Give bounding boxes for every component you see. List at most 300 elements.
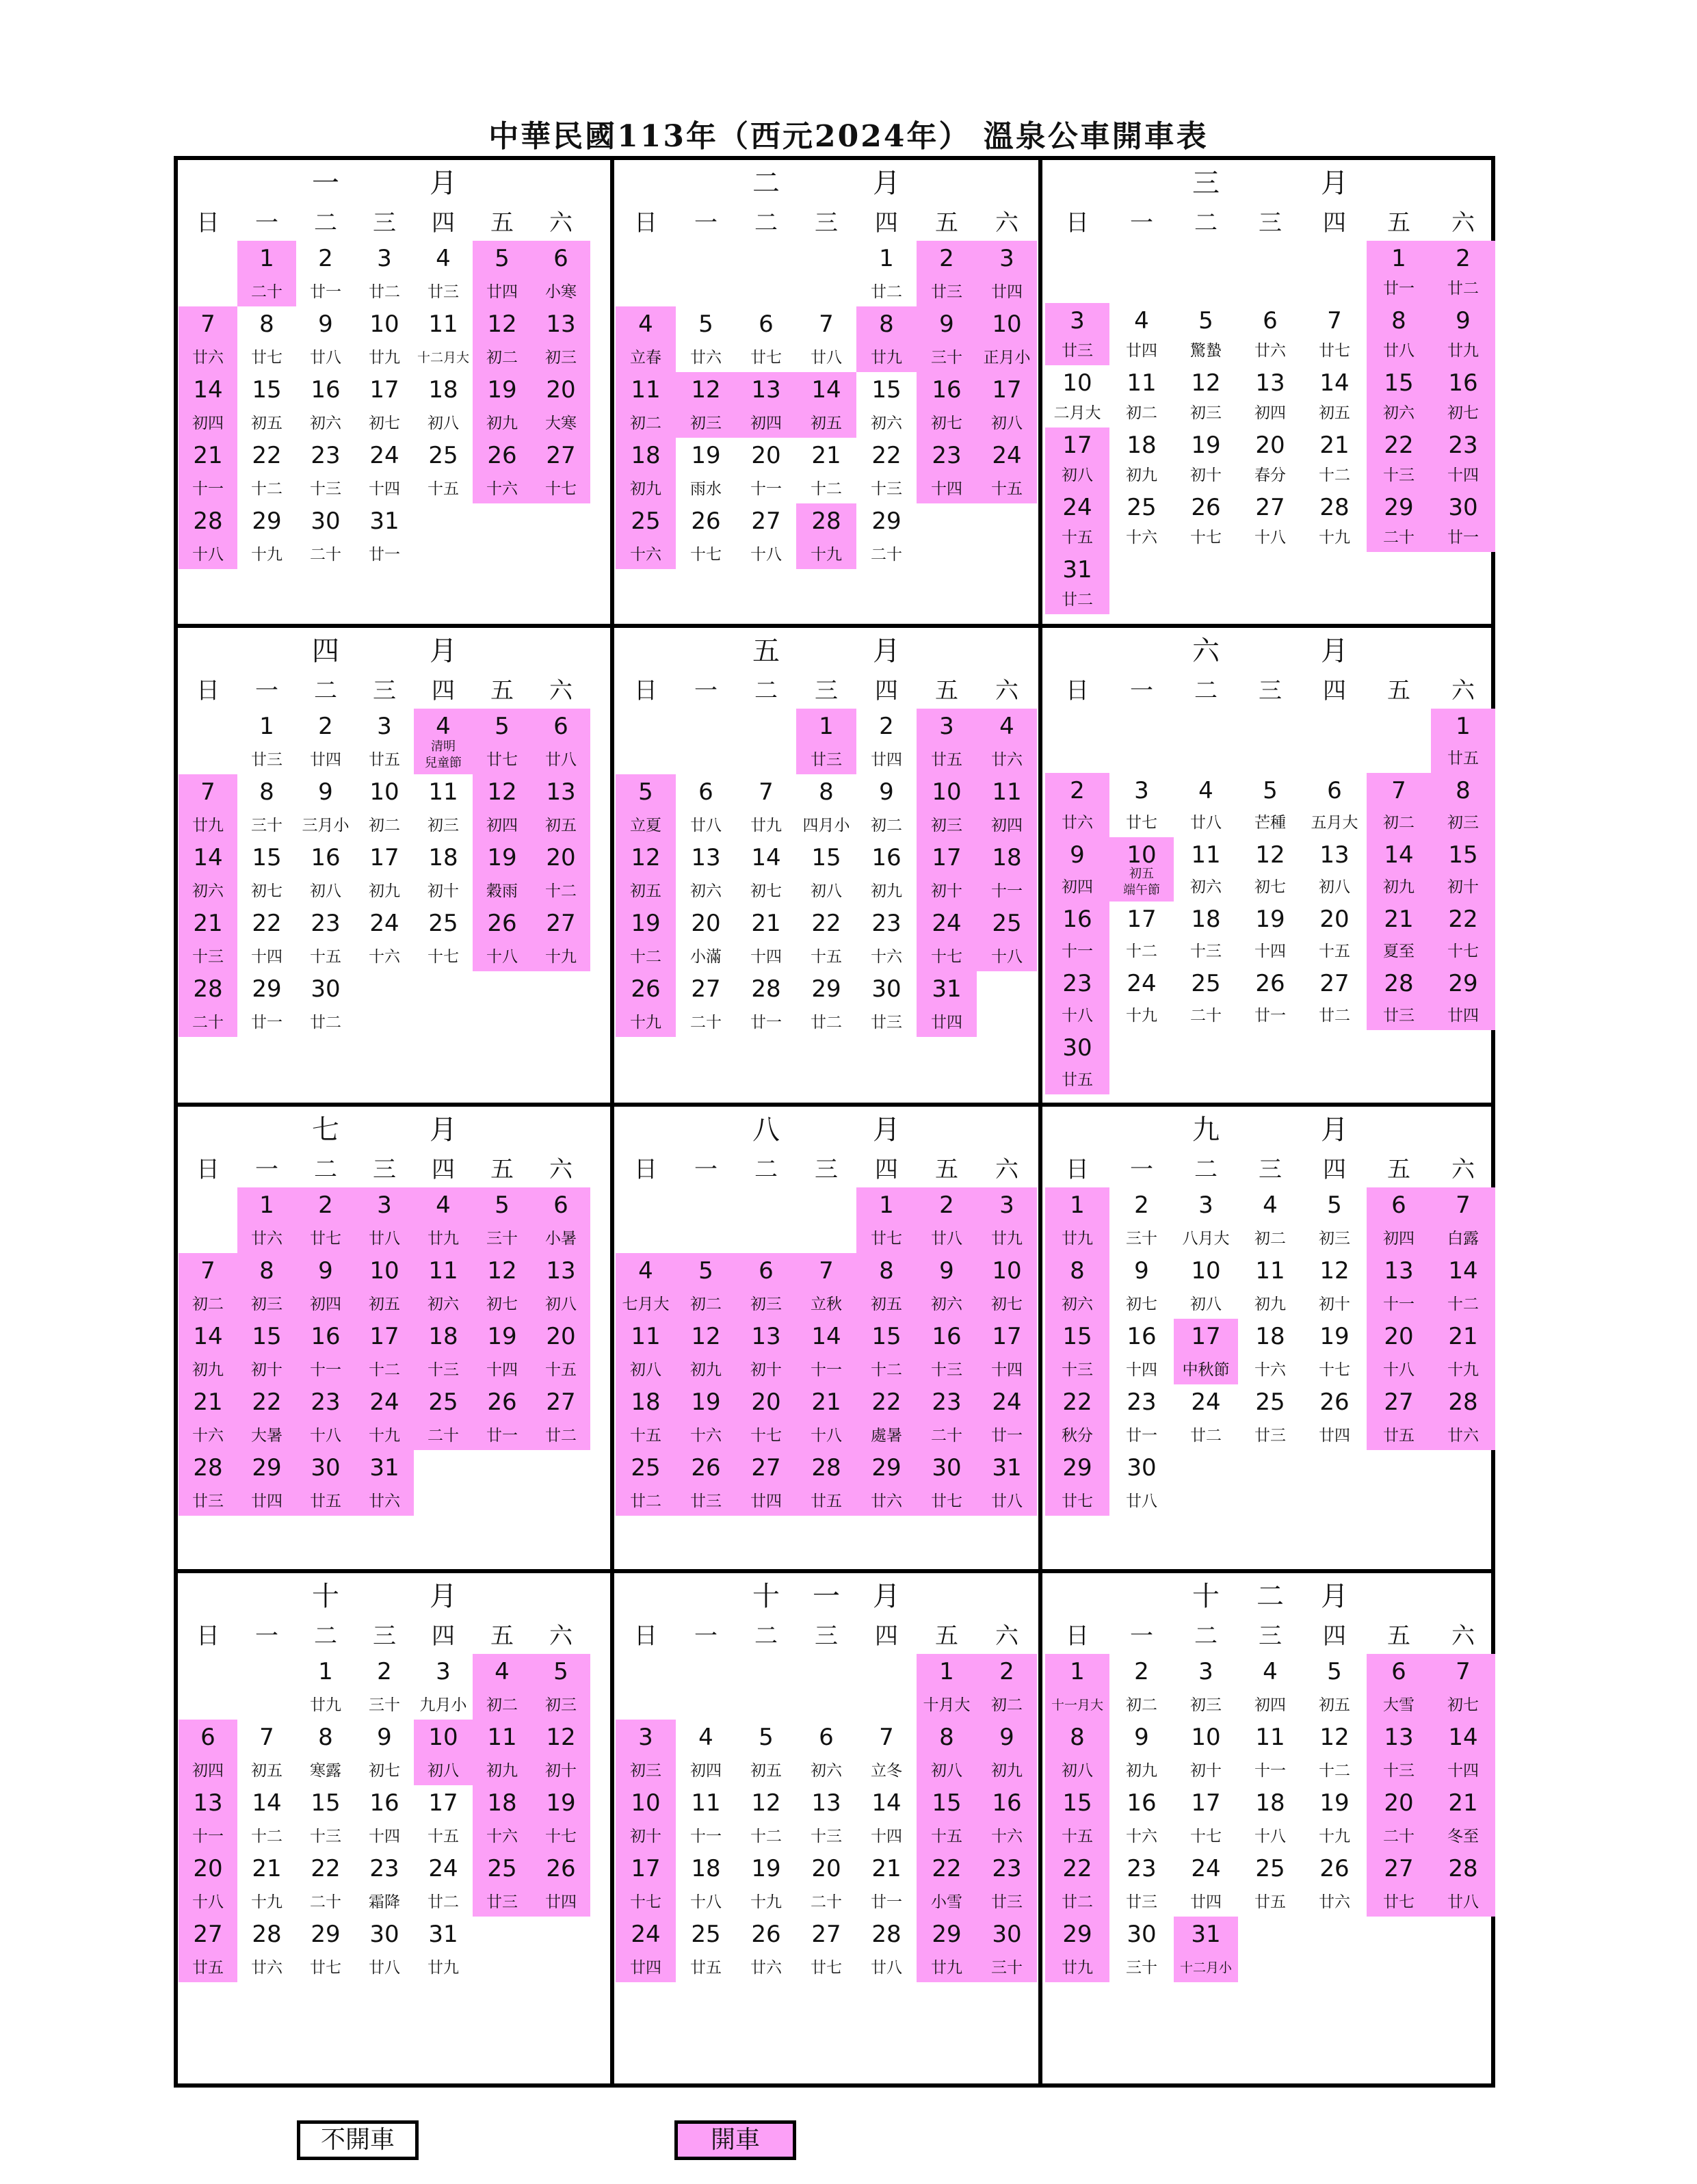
weekday-header: 一 [1130, 209, 1153, 237]
day-cell-running [917, 241, 977, 306]
lunar-date: 十七 [690, 546, 722, 564]
day-cell [1174, 1654, 1238, 1720]
day-number: 16 [1062, 906, 1092, 933]
day-number: 25 [487, 1855, 517, 1882]
lunar-date: 初七 [251, 882, 282, 900]
day-number: 14 [811, 1323, 841, 1350]
weekday-header: 日 [634, 209, 657, 237]
day-number: 20 [1319, 906, 1350, 933]
lunar-date: 立夏 [630, 817, 661, 834]
day-number: 11 [1255, 1257, 1285, 1285]
day-cell [414, 906, 473, 971]
day-number: 4 [436, 713, 451, 740]
lunar-date: 立秋 [811, 1295, 842, 1313]
day-cell-running [1045, 837, 1109, 902]
day-number: 2 [1134, 1658, 1149, 1685]
day-number: 27 [691, 975, 721, 1003]
day-cell [736, 774, 796, 840]
day-number: 17 [1191, 1789, 1221, 1817]
day-cell [1238, 773, 1302, 837]
day-cell-running [1431, 966, 1495, 1030]
lunar-date: 廿五 [1062, 1071, 1093, 1089]
lunar-date: 大暑 [251, 1427, 282, 1445]
lunar-date: 十八 [192, 1893, 224, 1911]
lunar-date: 廿八 [991, 1492, 1023, 1510]
day-cell [1174, 1851, 1238, 1917]
lunar-date: 廿三 [1254, 1427, 1286, 1445]
lunar-date: 廿二 [871, 283, 902, 301]
day-number: 12 [1319, 1257, 1350, 1285]
day-number: 26 [1319, 1855, 1350, 1882]
day-cell-running [1431, 1384, 1495, 1450]
lunar-date: 廿二 [630, 1492, 661, 1510]
lunar-date: 十六 [690, 1427, 722, 1445]
day-number: 5 [1327, 1192, 1342, 1219]
month-3 [1042, 160, 1487, 624]
day-cell-running [531, 840, 590, 906]
day-number: 12 [487, 778, 517, 806]
weekday-header: 三 [1259, 1622, 1282, 1650]
day-number: 11 [428, 1257, 458, 1285]
weekday-header: 四 [875, 1622, 898, 1650]
lunar-date: 廿四 [545, 1893, 577, 1911]
lunar-date: 三十 [369, 1696, 400, 1714]
weekday-header: 二 [314, 1622, 337, 1650]
lunar-date: 初三 [1319, 1230, 1350, 1248]
lunar-date: 十三 [931, 1361, 962, 1379]
lunar-date: 十五 [427, 480, 459, 498]
day-number: 24 [428, 1855, 458, 1882]
day-cell [736, 1917, 796, 1982]
day-number: 10 [1127, 841, 1157, 869]
day-number: 18 [992, 844, 1022, 871]
lunar-date: 十六 [486, 480, 518, 498]
lunar-date: 廿六 [1062, 814, 1093, 832]
day-number: 1 [259, 1192, 274, 1219]
day-number: 3 [999, 1192, 1014, 1219]
day-cell [1174, 1384, 1238, 1450]
day-cell-running [616, 1450, 676, 1516]
lunar-date: 初六 [310, 415, 341, 432]
day-cell [856, 438, 917, 503]
lunar-date: 二十 [931, 1427, 962, 1445]
lunar-date: 正月小 [983, 349, 1031, 367]
day-cell [237, 774, 296, 840]
day-cell-running [1045, 1187, 1109, 1253]
lunar-date: 十六 [1126, 1828, 1157, 1845]
day-cell [296, 971, 355, 1037]
day-cell-running [1367, 303, 1431, 365]
day-cell-running [1174, 1917, 1238, 1982]
day-cell [1109, 427, 1174, 490]
day-cell-running [676, 1450, 736, 1516]
lunar-date: 十七 [1447, 943, 1479, 960]
day-number: 2 [1134, 1192, 1149, 1219]
day-cell [1109, 1917, 1174, 1982]
day-number: 24 [1191, 1389, 1221, 1416]
lunar-date: 十九 [1447, 1361, 1479, 1379]
lunar-date: 廿三 [1126, 1893, 1157, 1911]
lunar-date: 初四 [991, 817, 1023, 834]
day-number: 23 [311, 442, 341, 469]
day-cell [1109, 490, 1174, 552]
day-number: 1 [879, 245, 894, 272]
lunar-date: 十六 [991, 1828, 1023, 1845]
day-number: 7 [879, 1724, 894, 1751]
day-cell [355, 906, 414, 971]
day-cell-running [1367, 1187, 1431, 1253]
day-number: 27 [1384, 1389, 1414, 1416]
lunar-date: 廿八 [545, 751, 577, 769]
lunar-date: 霜降 [369, 1893, 400, 1911]
day-cell [796, 1785, 856, 1851]
day-cell-running [1367, 490, 1431, 552]
lunar-date: 十八 [1383, 1361, 1415, 1379]
weekday-header: 六 [549, 209, 573, 237]
lunar-date: 廿八 [871, 1959, 902, 1977]
day-cell-running [414, 1720, 473, 1785]
month-8 [614, 1107, 1038, 1569]
lunar-date: 三十 [486, 1230, 518, 1248]
day-number: 8 [879, 311, 894, 338]
day-number: 23 [1127, 1389, 1157, 1416]
day-number: 4 [1134, 307, 1149, 334]
weekday-header: 日 [196, 677, 220, 705]
month-title-char: 七 [312, 1114, 339, 1146]
day-number: 11 [691, 1789, 721, 1817]
day-cell [736, 1851, 796, 1917]
day-cell [1302, 966, 1367, 1030]
lunar-date: 十四 [251, 948, 282, 966]
day-number: 24 [631, 1921, 661, 1948]
lunar-date: 廿二 [545, 1427, 577, 1445]
day-number: 21 [252, 1855, 282, 1882]
day-cell-running [179, 1917, 237, 1982]
lunar-date: 十四 [1447, 1762, 1479, 1780]
day-cell [237, 1917, 296, 1982]
day-number: 9 [1456, 307, 1471, 334]
lunar-date: 初九 [1383, 878, 1415, 896]
weekday-header: 二 [1194, 1622, 1218, 1650]
month-9 [1042, 1107, 1487, 1569]
day-number: 11 [428, 311, 458, 338]
lunar-date: 十四 [750, 948, 782, 966]
lunar-date: 初三 [750, 1295, 782, 1313]
day-cell [296, 1654, 355, 1720]
lunar-date: 初五 [811, 415, 842, 432]
lunar-date: 廿二 [310, 1014, 341, 1031]
lunar-date: 十一 [991, 882, 1023, 900]
day-cell [296, 1720, 355, 1785]
lunar-date: 初七 [750, 882, 782, 900]
day-number: 7 [819, 1257, 834, 1285]
month-divider-vertical [1038, 160, 1042, 2083]
day-cell-running [531, 438, 590, 503]
month-title-char: 月 [873, 168, 900, 199]
day-number: 21 [1384, 906, 1414, 933]
day-number: 25 [428, 442, 458, 469]
day-cell [1302, 303, 1367, 365]
day-cell-running [179, 1785, 237, 1851]
lunar-date: 初八 [991, 415, 1023, 432]
lunar-date: 廿一 [1447, 529, 1479, 547]
weekday-header: 日 [1066, 1156, 1089, 1183]
lunar-date: 初八 [931, 1762, 962, 1780]
day-number: 13 [546, 778, 576, 806]
day-cell [856, 1785, 917, 1851]
lunar-date: 初四 [192, 415, 224, 432]
day-cell-running [473, 438, 531, 503]
day-number: 14 [193, 844, 223, 871]
day-cell [1174, 1720, 1238, 1785]
day-cell [1109, 902, 1174, 966]
lunar-date: 廿一 [991, 1427, 1023, 1445]
day-number: 30 [1127, 1454, 1157, 1482]
day-cell-running [977, 1851, 1037, 1917]
month-title-char: 月 [873, 635, 900, 667]
lunar-date: 十七 [545, 1828, 577, 1845]
day-number: 31 [1191, 1921, 1221, 1948]
month-title-char: 二 [752, 168, 780, 199]
day-number: 19 [487, 376, 517, 404]
lunar-date: 寒露 [310, 1762, 341, 1780]
lunar-date: 初三 [427, 817, 459, 834]
day-number: 13 [751, 1323, 781, 1350]
lunar-date: 十五 [931, 1828, 962, 1845]
day-number: 28 [1448, 1389, 1478, 1416]
day-number: 19 [1319, 1789, 1350, 1817]
lunar-date: 小暑 [545, 1230, 577, 1248]
lunar-date: 十月大 [923, 1696, 971, 1714]
day-number: 19 [1255, 906, 1285, 933]
lunar-date: 廿六 [1447, 1427, 1479, 1445]
lunar-date: 初三 [1447, 814, 1479, 832]
lunar-date: 春分 [1254, 466, 1286, 484]
day-number: 6 [553, 713, 568, 740]
lunar-date: 初十 [545, 1762, 577, 1780]
day-cell-running [1367, 902, 1431, 966]
lunar-date: 十一 [750, 480, 782, 498]
weekday-header: 一 [694, 1156, 718, 1183]
day-cell-running [796, 503, 856, 569]
lunar-date: 廿四 [750, 1492, 782, 1510]
day-cell-running [237, 1253, 296, 1319]
day-number: 1 [879, 1192, 894, 1219]
lunar-date: 廿二 [1447, 280, 1479, 298]
day-cell-running [296, 1384, 355, 1450]
day-number: 14 [1448, 1257, 1478, 1285]
weekday-header: 一 [255, 677, 278, 705]
lunar-date: 初八 [1190, 1295, 1222, 1313]
day-number: 16 [311, 1323, 341, 1350]
day-cell-running [917, 840, 977, 906]
day-cell [856, 372, 917, 438]
day-number: 20 [546, 844, 576, 871]
lunar-date: 十二 [750, 1828, 782, 1845]
lunar-date: 十四 [369, 1828, 400, 1845]
weekday-header: 五 [935, 1156, 958, 1183]
day-cell-running [473, 1384, 531, 1450]
lunar-date: 廿二 [427, 1893, 459, 1911]
day-cell-running [179, 372, 237, 438]
day-number: 4 [436, 245, 451, 272]
day-number: 4 [638, 311, 653, 338]
day-cell [1174, 837, 1238, 902]
month-1 [178, 160, 610, 624]
day-cell [1238, 1187, 1302, 1253]
day-cell [1302, 1785, 1367, 1851]
month-2 [614, 160, 1038, 624]
weekday-header: 四 [1323, 677, 1346, 705]
month-title [178, 1107, 610, 1153]
day-cell [736, 906, 796, 971]
day-number: 29 [252, 508, 282, 535]
day-cell [1238, 902, 1302, 966]
lunar-date: 初二 [1126, 1696, 1157, 1714]
day-cell-running [977, 1785, 1037, 1851]
day-number: 5 [1263, 777, 1278, 804]
lunar-date: 穀雨 [486, 882, 518, 900]
day-number: 1 [1391, 245, 1406, 272]
month-title [614, 1107, 1038, 1153]
day-number: 26 [691, 508, 721, 535]
lunar-date: 初二 [486, 349, 518, 367]
day-number: 6 [1327, 777, 1342, 804]
day-number: 30 [1062, 1034, 1092, 1062]
lunar-date: 初三 [251, 1295, 282, 1313]
day-cell [676, 1851, 736, 1917]
day-cell-running [179, 1384, 237, 1450]
day-number: 18 [691, 1855, 721, 1882]
day-number: 2 [318, 245, 333, 272]
lunar-date: 廿三 [811, 751, 842, 769]
day-cell [355, 503, 414, 569]
day-number: 22 [311, 1855, 341, 1882]
lunar-date: 夏至 [1383, 943, 1415, 960]
month-title [1042, 1573, 1487, 1620]
day-cell [414, 1785, 473, 1851]
month-5 [614, 628, 1038, 1103]
day-number: 29 [871, 508, 902, 535]
day-cell-running [237, 1384, 296, 1450]
lunar-date: 十八 [310, 1427, 341, 1445]
day-cell-running [473, 1253, 531, 1319]
lunar-date: 十八 [1254, 529, 1286, 547]
day-cell-running [1367, 966, 1431, 1030]
lunar-date: 廿六 [369, 1492, 400, 1510]
day-number: 18 [1127, 432, 1157, 459]
weekday-header: 二 [754, 209, 778, 237]
weekday-header: 四 [1323, 1156, 1346, 1183]
day-cell [676, 840, 736, 906]
day-number: 10 [992, 1257, 1022, 1285]
lunar-date: 廿八 [369, 1230, 400, 1248]
day-number: 20 [1384, 1789, 1414, 1817]
weekday-header: 一 [255, 1156, 278, 1183]
day-number: 2 [318, 713, 333, 740]
day-cell-running [179, 1851, 237, 1917]
day-cell-running [1431, 1785, 1495, 1851]
day-cell-running [917, 1654, 977, 1720]
day-number: 10 [1191, 1257, 1221, 1285]
lunar-date: 廿七 [310, 1230, 341, 1248]
day-number: 1 [1070, 1192, 1085, 1219]
lunar-date: 廿九 [310, 1696, 341, 1714]
day-number: 31 [1062, 556, 1092, 583]
lunar-date: 十八 [1254, 1828, 1286, 1845]
day-cell-running [856, 1253, 917, 1319]
weekday-header: 五 [490, 1622, 514, 1650]
lunar-date: 二十 [1383, 529, 1415, 547]
lunar-date: 初七 [1126, 1295, 1157, 1313]
day-cell-running [414, 1384, 473, 1450]
day-number: 19 [487, 1323, 517, 1350]
lunar-date: 廿四 [871, 751, 902, 769]
month-title [614, 1573, 1038, 1620]
lunar-date: 初六 [811, 1762, 842, 1780]
day-cell-running [531, 1384, 590, 1450]
weekday-header: 日 [634, 677, 657, 705]
day-number: 29 [1384, 494, 1414, 521]
day-cell-running [355, 1450, 414, 1516]
day-number: 30 [311, 508, 341, 535]
day-cell-running [977, 438, 1037, 503]
lunar-date: 廿八 [1190, 814, 1222, 832]
lunar-date: 冬至 [1447, 1828, 1479, 1845]
day-number: 17 [631, 1855, 661, 1882]
lunar-date: 十七 [931, 948, 962, 966]
lunar-date: 廿二 [369, 283, 400, 301]
lunar-date: 初八 [1062, 466, 1093, 484]
weekday-header: 五 [935, 1622, 958, 1650]
lunar-date: 十四 [1126, 1361, 1157, 1379]
lunar-date: 十五 [310, 948, 341, 966]
weekday-header: 五 [1387, 677, 1410, 705]
day-number: 21 [811, 1389, 841, 1416]
lunar-date: 初四 [1254, 1696, 1286, 1714]
day-cell-running [1367, 1319, 1431, 1384]
day-cell-running [237, 241, 296, 306]
day-cell [796, 1917, 856, 1982]
day-number: 28 [1319, 494, 1350, 521]
lunar-date: 五月大 [1311, 814, 1358, 832]
lunar-date: 廿七 [931, 1492, 962, 1510]
day-cell-running [1045, 1450, 1109, 1516]
weekday-header: 日 [196, 209, 220, 237]
day-cell [414, 1851, 473, 1917]
day-cell-running [355, 1319, 414, 1384]
day-cell-running [977, 1450, 1037, 1516]
day-number: 8 [819, 778, 834, 806]
day-cell-running [473, 241, 531, 306]
day-cell-running [1367, 1253, 1431, 1319]
day-cell [355, 438, 414, 503]
day-cell-running [616, 906, 676, 971]
lunar-date: 大寒 [545, 415, 577, 432]
lunar-date: 十三 [1062, 1361, 1093, 1379]
day-number: 10 [1191, 1724, 1221, 1751]
lunar-date: 初八 [427, 415, 459, 432]
day-cell [1109, 1384, 1174, 1450]
day-number: 28 [871, 1921, 902, 1948]
day-cell-running [296, 1450, 355, 1516]
day-number: 19 [487, 844, 517, 871]
lunar-date: 廿七 [811, 1959, 842, 1977]
page-title: 中華民國113年（西元2024年） 溫泉公車開車表 [488, 119, 1209, 154]
day-number: 25 [1127, 494, 1157, 521]
day-cell-running [179, 971, 237, 1037]
lunar-date: 初四 [1254, 404, 1286, 422]
